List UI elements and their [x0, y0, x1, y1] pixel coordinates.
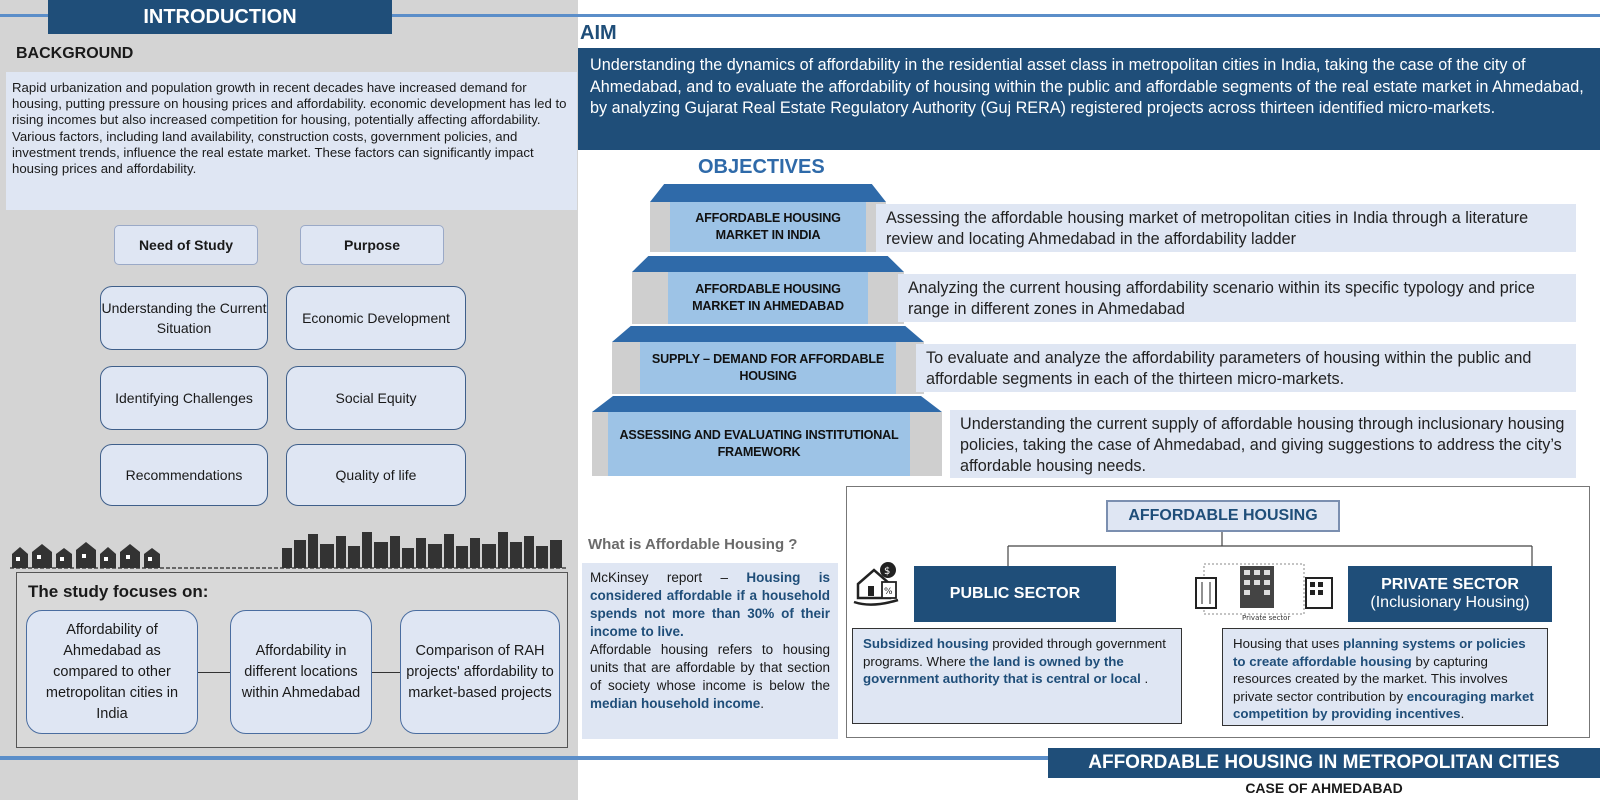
private-icon-caption: Private sector [1242, 614, 1291, 622]
need-item: Recommendations [100, 444, 268, 506]
private-sector-title: PRIVATE SECTOR [1381, 576, 1519, 593]
what-is-p1-prefix: McKinsey report – [590, 570, 747, 585]
focus-item: Comparison of RAH projects' affordability to market-based projects [400, 610, 560, 734]
focus-item: Affordability of Ahmedabad as compared to other metropolitan cities in India [26, 610, 198, 734]
objectives-heading: OBJECTIVES [698, 156, 825, 178]
focus-title: The study focuses on: [28, 582, 209, 601]
public-sector-desc [852, 628, 1182, 724]
objective-step-label: AFFORDABLE HOUSING MARKET IN AHMEDABAD [668, 272, 868, 324]
need-item: Understanding the Current Situation [100, 286, 268, 350]
aim-heading: AIM [580, 22, 617, 44]
what-is-p2-end: . [760, 696, 765, 711]
background-text: Rapid urbanization and population growth in recent decades have increased demand for housing, putting pressure on housing prices and affordability. economic development has led to rising incomes but also increased competition for housing, potentially affecting affordability. Various factors, including land availability, construction costs, government policies, and investment trends, influence the real estate market. These factors can significantly impact housing prices and affordability. [6, 72, 577, 210]
buildings-icon [1194, 558, 1344, 624]
objective-step-label: ASSESSING AND EVALUATING INSTITUTIONAL FRAMEWORK [608, 412, 910, 476]
private-desc-highlight: planning systems or policies to create affordable housing [1233, 636, 1526, 669]
purpose-item: Social Equity [286, 366, 466, 430]
private-desc-text: Housing that uses [1233, 636, 1344, 651]
private-sector-subtitle: (Inclusionary Housing) [1370, 594, 1530, 611]
footer-subtitle: CASE OF AHMEDABAD [1245, 780, 1403, 796]
need-of-study-chip: Need of Study [114, 225, 258, 265]
purpose-chip: Purpose [300, 225, 444, 265]
private-desc-highlight: encouraging market competition by providing incentives [1233, 688, 1534, 721]
need-item: Identifying Challenges [100, 366, 268, 430]
background-heading: BACKGROUND [16, 45, 134, 62]
objective-step-desc: To evaluate and analyze the affordability parameters of housing within the public and affordable segments in each of the thirteen micro-markets. [916, 344, 1576, 392]
what-is-p2-highlight: median household income [590, 696, 761, 711]
step-cap [592, 396, 942, 412]
private-desc-text: . [1460, 706, 1465, 721]
private-sector-box [1348, 566, 1552, 622]
objective-step-desc: Assessing the affordable housing market of metropolitan cities in India through a literature review and locating Ahmedabad in the affordability ladder [876, 204, 1576, 252]
focus-item: Affordability in different locations within Ahmedabad [230, 610, 372, 734]
public-desc-highlight: the land is owned by the government authority that is central or local [863, 653, 1141, 686]
what-is-heading: What is Affordable Housing ? [588, 536, 798, 553]
purpose-item: Quality of life [286, 444, 466, 506]
svg-text:$: $ [884, 566, 891, 577]
objective-step-label: SUPPLY – DEMAND FOR AFFORDABLE HOUSING [640, 342, 896, 394]
footer-title: AFFORDABLE HOUSING IN METROPOLITAN CITIES [1048, 748, 1600, 778]
objective-step-label: AFFORDABLE HOUSING MARKET IN INDIA [670, 202, 866, 252]
svg-text:%: % [884, 587, 893, 597]
what-is-text [582, 563, 838, 739]
step-cap [650, 184, 886, 202]
affordable-housing-label: AFFORDABLE HOUSING [1106, 500, 1340, 532]
connector-line [196, 672, 230, 673]
what-is-p1-highlight: Housing is considered affordable if a household spends not more than 30% of their income to live. [590, 570, 830, 639]
public-sector-box [914, 566, 1116, 622]
public-desc-text: provided through government programs. Where [863, 636, 1166, 669]
skyline-illustration [10, 532, 568, 570]
private-desc-text: by capturing resources created by the market. This involves private sector contribution by [1233, 653, 1508, 704]
what-is-p2-text: Affordable housing refers to housing units that are affordable by that section of society whose income is below the [590, 642, 830, 693]
step-cap [632, 256, 904, 272]
public-desc-highlight: Subsidized housing [863, 636, 989, 651]
objective-step-desc: Analyzing the current housing affordability scenario within its specific typology and price range in different zones in Ahmedabad [898, 274, 1576, 322]
footer-divider [0, 756, 1048, 760]
aim-text: Understanding the dynamics of affordability in the residential asset class in metropolitan cities in India, taking the case of the city of Ahmedabad, and to evaluate the affordability of housing within the public and affordable segments of the real estate market in Ahmedabad, by analyzing Gujarat Real Estate Regulatory Authority (Guj RERA) registered projects across thirteen identified micro-markets. [578, 48, 1600, 150]
house-money-icon [852, 558, 902, 608]
introduction-tab: INTRODUCTION [48, 0, 392, 34]
step-cap [612, 326, 924, 342]
public-sector-title: PUBLIC SECTOR [949, 585, 1081, 602]
connector-line [370, 672, 402, 673]
purpose-item: Economic Development [286, 286, 466, 350]
public-desc-text: . [1140, 671, 1149, 686]
objective-step-desc: Understanding the current supply of affordable housing through inclusionary housing policies, taking the case of Ahmedabad, and giving suggestions to address the city’s affordable housing needs. [950, 410, 1576, 478]
private-sector-desc [1222, 628, 1548, 726]
